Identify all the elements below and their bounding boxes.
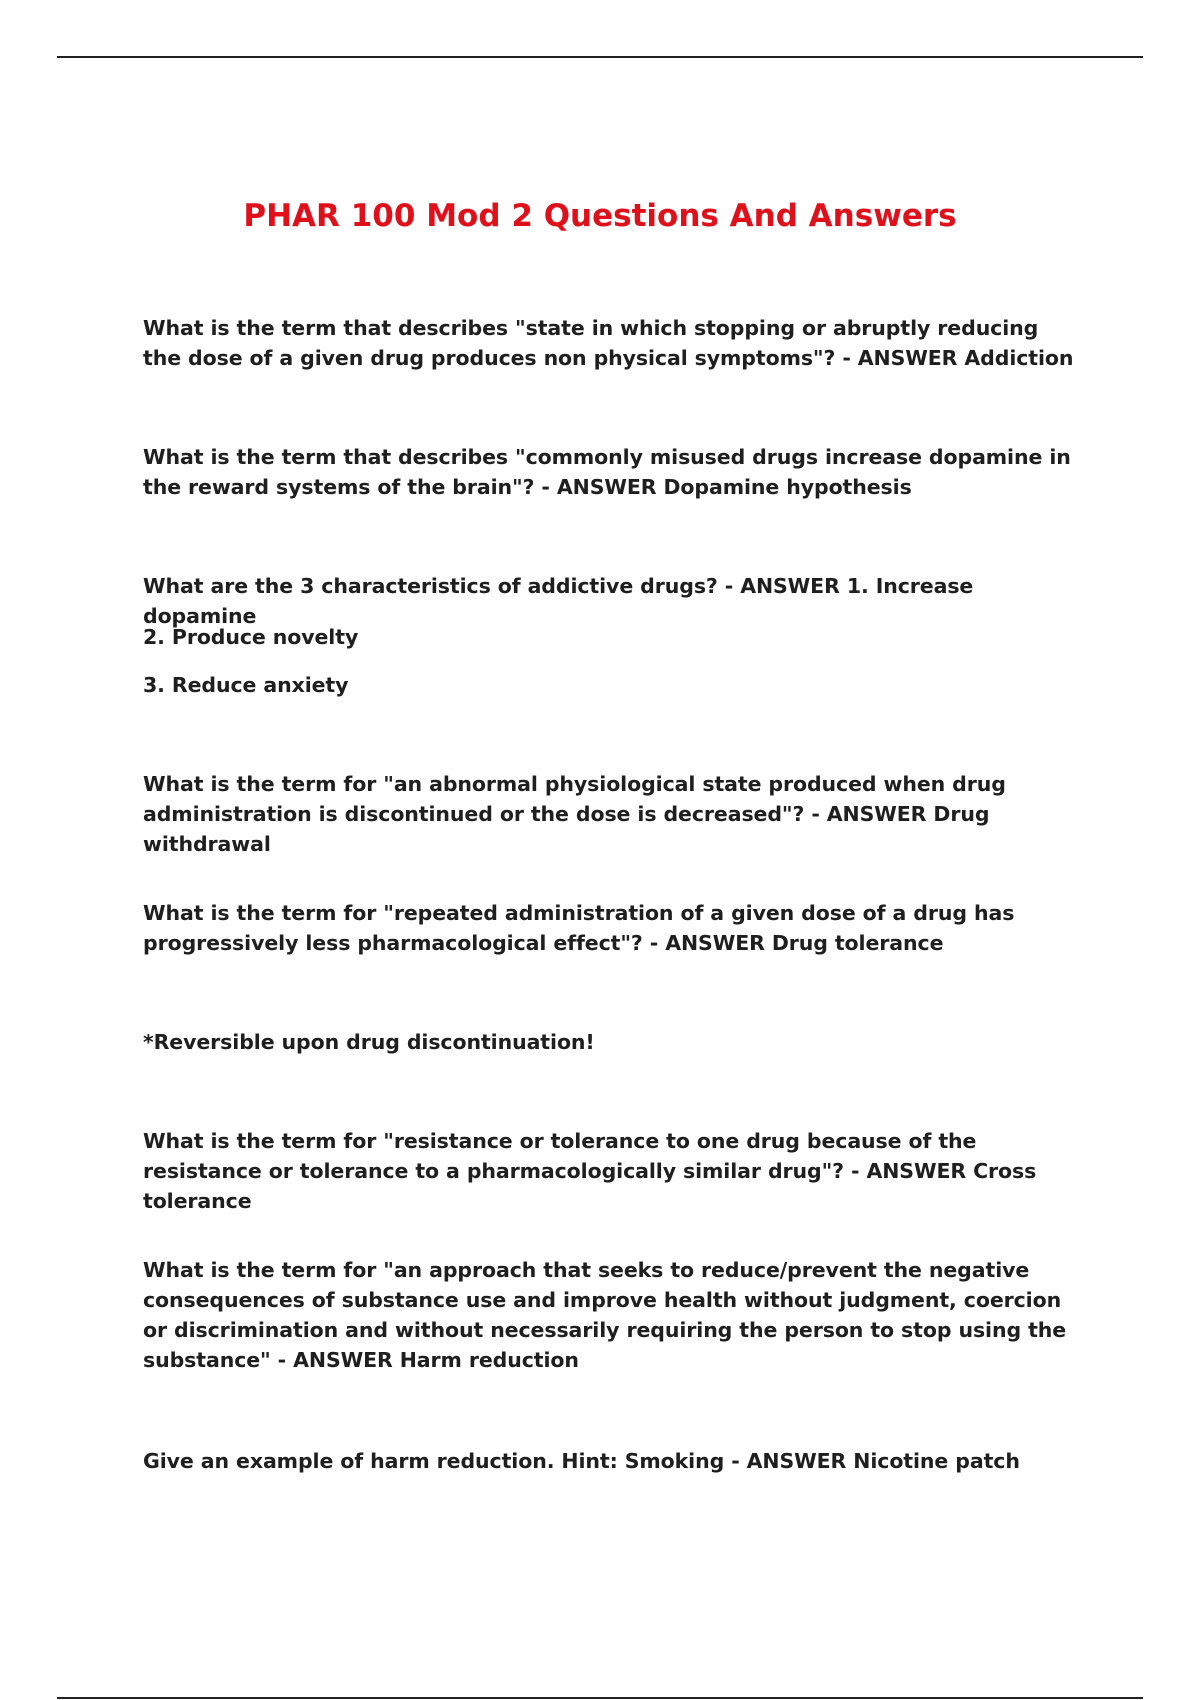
qa-drug-withdrawal: What is the term for "an abnormal physiological state produced when drug administration is discontinued or the dose is decreased"? - ANSWER Drug withdrawal bbox=[143, 772, 1006, 856]
qa-characteristic-2: 2. Produce novelty bbox=[143, 625, 359, 649]
qa-dopamine-hypothesis: What is the term that describes "commonly misused drugs increase dopamine in the reward systems of the brain"? - ANSWER Dopamine hypothesis bbox=[143, 445, 1071, 499]
qa-drug-tolerance: What is the term for "repeated administration of a given dose of a drug has progressively less pharmacological effect"? - ANSWER Drug tolerance bbox=[143, 901, 1015, 955]
page-title: PHAR 100 Mod 2 Questions And Answers bbox=[243, 198, 957, 234]
qa-cross-tolerance: What is the term for "resistance or tolerance to one drug because of the resistance or tolerance to a pharmacologically similar drug"? - ANSWER Cross tolerance bbox=[143, 1129, 1037, 1213]
qa-harm-reduction: What is the term for "an approach that seeks to reduce/prevent the negative consequences of substance use and improve health without judgment, coercion or discrimination and without necessarily requiring the person to stop using the substance" - ANSWER Harm reduction bbox=[143, 1258, 1067, 1372]
qa-harm-reduction-example: Give an example of harm reduction. Hint: Smoking - ANSWER Nicotine patch bbox=[143, 1449, 1020, 1473]
note-reversible: *Reversible upon drug discontinuation! bbox=[143, 1030, 595, 1054]
bottom-divider bbox=[57, 1697, 1143, 1699]
qa-addiction: What is the term that describes "state in which stopping or abruptly reducing the dose of a given drug produces non physical symptoms"? - ANSWER Addiction bbox=[143, 316, 1074, 370]
top-divider bbox=[57, 56, 1143, 58]
qa-characteristic-3: 3. Reduce anxiety bbox=[143, 673, 349, 697]
qa-addictive-characteristics: What are the 3 characteristics of addictive drugs? - ANSWER 1. Increase dopamine bbox=[143, 574, 974, 628]
